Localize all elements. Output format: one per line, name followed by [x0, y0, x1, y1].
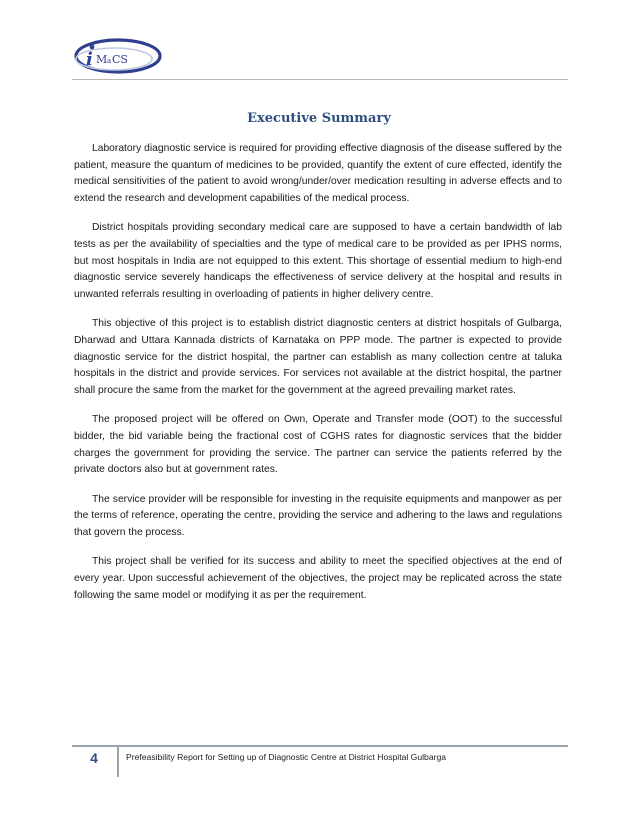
header-rule [72, 79, 568, 80]
paragraph-3: This objective of this project is to establish district diagnostic centers at district hospitals of Gulbarga, Dharwad and Uttara Kannada districts of Karnataka on PPP mode. The partner is expected to provide diagnostic service for the district hospital, the partner can establish as many collection centre at taluka hospitals in the district and provide services. For services not available at the district hospital, the partner shall procure the same from the market for the government at the agreed prevailing market rates. [74, 318, 562, 396]
svg-text:i: i [86, 49, 93, 70]
footer-title: Prefeasibility Report for Setting up of Diagnostic Centre at District Hospital Gulbarga [126, 752, 447, 762]
page-number: 4 [90, 750, 98, 766]
paragraph-2: District hospitals providing secondary medical care are supposed to have a certain bandwidth of lab tests as per the availability of specialties and the type of medical care to be provided as per IPHS norms, but most hospitals in India are not equipped to this extent. This shortage of essential medium to high-end diagnostic service severely handicaps the effectiveness of service delivery at the hospital and results in unwanted referrals resulting in overloading of patients in higher delivery centre. [74, 222, 562, 300]
svg-text:a: a [107, 57, 112, 65]
footer-rule [72, 745, 568, 747]
svg-text:CS: CS [112, 53, 128, 66]
paragraph-1: Laboratory diagnostic service is required for providing effective diagnosis of the disease suffered by the patient, measure the quantum of medicines to be provided, quantify the extent of cure effected, identify the medical sensitivities of the patient to avoid wrong/under/over medication resulting in adverse effects and to extend the research and development capabilities of the medical process. [74, 143, 562, 204]
page-title: Executive Summary [247, 111, 391, 126]
paragraph-5: The service provider will be responsible for investing in the requisite equipments and manpower as per the terms of reference, operating the centre, providing the service and adhering to the laws and regulations that govern the process. [74, 493, 562, 538]
paragraph-4: The proposed project will be offered on Own, Operate and Transfer mode (OOT) to the successful bidder, the bid variable being the fractional cost of CGHS rates for diagnostic services that the bidder charges the government for providing the service. The partner can service the patients referred by the private doctors also but at government rates. [74, 414, 562, 476]
svg-text:M: M [96, 53, 108, 66]
paragraph-6: This project shall be verified for its success and ability to meet the specified objectives at the end of every year. Upon successful achievement of the objectives, the project may be replicated across the state following the same model or modifying it as per the requirement. [74, 556, 562, 601]
document-body [74, 141, 562, 617]
imacs-logo [74, 37, 162, 75]
footer-divider [117, 745, 119, 777]
